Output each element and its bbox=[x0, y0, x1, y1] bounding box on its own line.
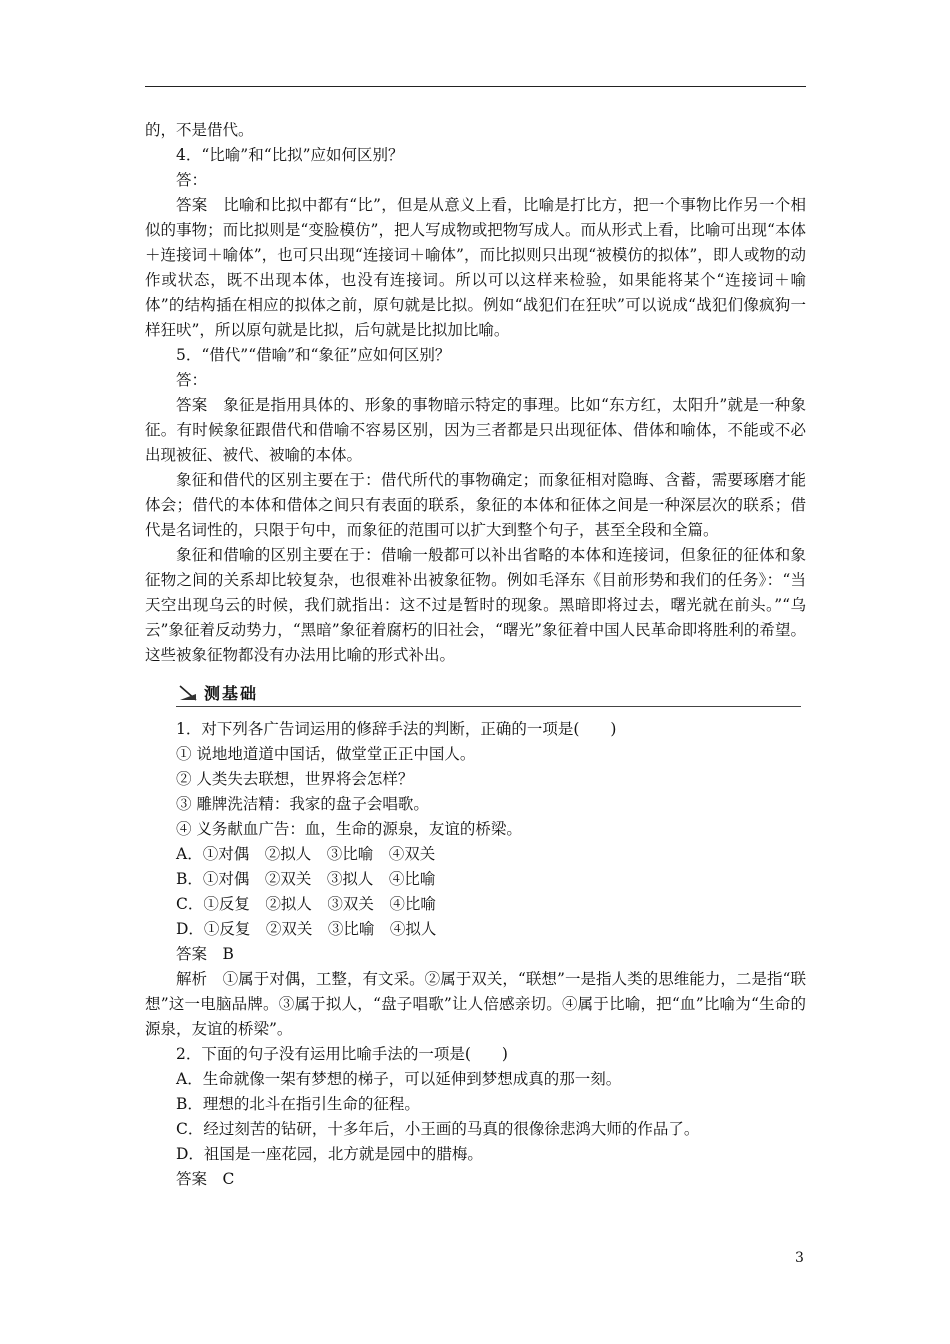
text-line: B．理想的北斗在指引生命的征程。 bbox=[176, 1095, 420, 1113]
text-line: 的，不是借代。 bbox=[145, 121, 254, 139]
text-line: 答案 象征是指用具体的、形象的事物暗示特定的事理。比如“东方红，太阳升”就是一种象征。有时候象征跟借代和借喻不容易区别，因为三者都是只出现征体、借体和喻体，不能或不必出现被征、被代、被喻的本体。 bbox=[145, 396, 806, 464]
text-line: C．①反复 ②拟人 ③双关 ④比喻 bbox=[176, 895, 436, 913]
text-line: 答案 比喻和比拟中都有“比”，但是从意义上看，比喻是打比方，把一个事物比作另一个相似的事物；而比拟则是“变脸模仿”，把人写成物或把物写成人。而从形式上看，比喻可出现“本体＋连接词＋喻体”，也可只出现“连接词＋喻体”，而比拟则只出现“被模仿的拟体”，即人或物的动作或状态，既不出现本体，也没有连接词。所以可以这样来检验，如果能将某个“连接词＋喻体”的结构插在相应的拟体之前，原句就是比拟。例如“战犯们在狂吠”可以说成“战犯们像疯狗一样狂吠”，所以原句就是比拟，后句就是比拟加比喻。 bbox=[145, 196, 806, 339]
section-header bbox=[176, 680, 801, 707]
section-marker-icon bbox=[178, 682, 198, 702]
text-line: 5．“借代”“借喻”和“象征”应如何区别？ bbox=[176, 346, 451, 364]
text-line: A．①对偶 ②拟人 ③比喻 ④双关 bbox=[176, 845, 436, 863]
text-line: A．生命就像一架有梦想的梯子，可以延伸到梦想成真的那一刻。 bbox=[176, 1070, 622, 1088]
text-line: D．①反复 ②双关 ③比喻 ④拟人 bbox=[176, 920, 437, 938]
text-line: ④ 义务献血广告：血，生命的源泉，友谊的桥梁。 bbox=[176, 820, 522, 838]
text-line: 答： bbox=[176, 171, 208, 189]
text-line: 2．下面的句子没有运用比喻手法的一项是( ) bbox=[176, 1045, 508, 1063]
text-line: 象征和借喻的区别主要在于：借喻一般都可以补出省略的本体和连接词，但象征的征体和象征物之间的关系却比较复杂，也很难补出被象征物。例如毛泽东《目前形势和我们的任务》：“当天空出现乌云的时候，我们就指出：这不过是暂时的现象。黑暗即将过去，曙光就在前头。”“乌云”象征着反动势力，“黑暗”象征着腐朽的旧社会，“曙光”象征着中国人民革命即将胜利的希望。这些被象征物都没有办法用比喻的形式补出。 bbox=[145, 546, 806, 664]
text-line: B．①对偶 ②双关 ③拟人 ④比喻 bbox=[176, 870, 436, 888]
page-number: 3 bbox=[795, 1250, 804, 1266]
explanation-block bbox=[145, 118, 806, 668]
exercise-block bbox=[145, 717, 806, 1192]
text-line: 解析 ①属于对偶，工整，有文采。②属于双关，“联想”一是指人类的思维能力，二是指“联想”这一电脑品牌。③属于拟人，“盘子唱歌”让人倍感亲切。④属于比喻，把“血”比喻为“生命的源泉，友谊的桥梁”。 bbox=[145, 970, 806, 1038]
text-line: 象征和借代的区别主要在于：借代所代的事物确定；而象征相对隐晦、含蓄，需要琢磨才能体会；借代的本体和借体之间只有表面的联系，象征的本体和征体之间是一种深层次的联系；借代是名词性的，只限于句中，而象征的范围可以扩大到整个句子，甚至全段和全篇。 bbox=[145, 471, 806, 539]
text-line: 4．“比喻”和“比拟”应如何区别？ bbox=[176, 146, 404, 164]
section-title: 测基础 bbox=[204, 684, 259, 703]
header-rule bbox=[145, 86, 806, 87]
text-line: 1．对下列各广告词运用的修辞手法的判断，正确的一项是( ) bbox=[176, 720, 617, 738]
text-line: D．祖国是一座花园，北方就是园中的腊梅。 bbox=[176, 1145, 483, 1163]
text-line: 答案 C bbox=[176, 1170, 235, 1188]
text-line: ① 说地地道道中国话，做堂堂正正中国人。 bbox=[176, 745, 476, 763]
text-line: ② 人类失去联想，世界将会怎样？ bbox=[176, 770, 414, 788]
text-line: 答案 B bbox=[176, 945, 234, 963]
text-line: ③ 雕牌洗洁精：我家的盘子会唱歌。 bbox=[176, 795, 429, 813]
text-line: 答： bbox=[176, 371, 208, 389]
page-content bbox=[145, 118, 806, 1192]
text-line: C．经过刻苦的钻研，十多年后，小王画的马真的很像徐悲鸿大师的作品了。 bbox=[176, 1120, 700, 1138]
